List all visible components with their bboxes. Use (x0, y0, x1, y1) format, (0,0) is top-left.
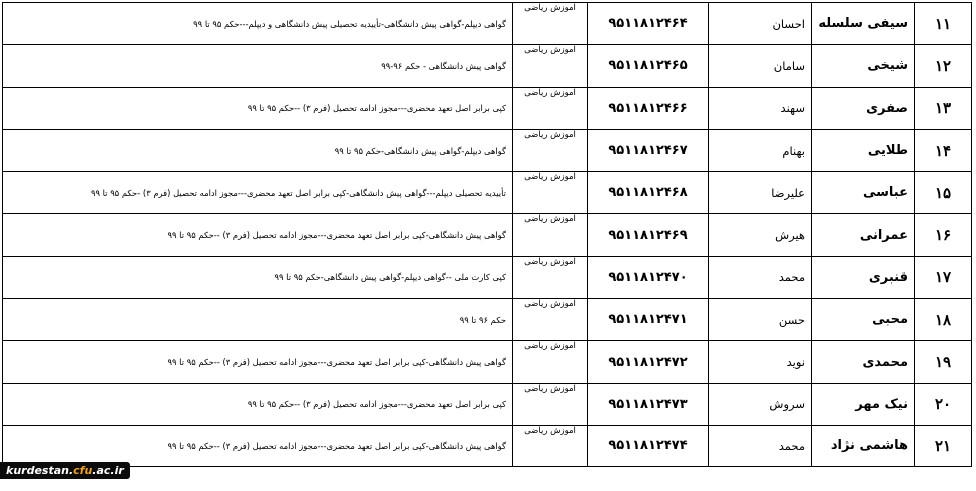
field-of-study: آموزش ریاضی (513, 45, 588, 87)
first-name: هیرش (709, 214, 812, 256)
missing-documents: گواهی پیش دانشگاهی - حکم ۹۶-۹۹ (3, 45, 513, 87)
row-number: ۱۷ (915, 256, 972, 298)
last-name: سیفی سلسله (812, 3, 915, 45)
missing-documents: گواهی پیش دانشگاهی-کپی برابر اصل تعهد محضری---مجوز ادامه تحصیل (فرم ۳) --حکم ۹۵ تا ۹۹ (3, 341, 513, 383)
first-name: محمد (709, 425, 812, 466)
last-name: محبی (812, 299, 915, 341)
student-documents-table (2, 2, 972, 467)
first-name: احسان (709, 3, 812, 45)
row-number: ۱۸ (915, 299, 972, 341)
row-number: ۱۶ (915, 214, 972, 256)
student-id: ۹۵۱۱۸۱۲۴۷۰ (588, 256, 709, 298)
site-watermark (0, 462, 130, 479)
watermark-prefix: kurdestan. (6, 464, 74, 477)
table-row (3, 256, 972, 298)
student-id: ۹۵۱۱۸۱۲۴۶۵ (588, 45, 709, 87)
student-id: ۹۵۱۱۸۱۲۴۶۹ (588, 214, 709, 256)
student-id: ۹۵۱۱۸۱۲۴۷۴ (588, 425, 709, 466)
missing-documents: تأییدیه تحصیلی دیپلم---گواهی پیش دانشگاهی-کپی برابر اصل تعهد محضری---مجوز ادامه تحصیل (فرم ۳) -حکم ۹۵ تا ۹۹ (3, 172, 513, 214)
missing-documents: گواهی پیش دانشگاهی-کپی برابر اصل تعهد محضری---مجوز ادامه تحصیل (فرم ۳) --حکم ۹۵ تا ۹۹ (3, 214, 513, 256)
row-number: ۱۳ (915, 87, 972, 129)
table-row (3, 87, 972, 129)
table-row (3, 129, 972, 171)
watermark-accent: cfu (73, 464, 93, 477)
field-of-study: آموزش ریاضی (513, 425, 588, 466)
field-of-study: آموزش ریاضی (513, 256, 588, 298)
missing-documents: گواهی پیش دانشگاهی-کپی برابر اصل تعهد محضری---مجوز ادامه تحصیل (فرم ۳) --حکم ۹۵ تا ۹۹ (3, 425, 513, 466)
last-name: هاشمی نژاد (812, 425, 915, 466)
student-id: ۹۵۱۱۸۱۲۴۷۳ (588, 383, 709, 425)
missing-documents: گواهی دیپلم-گواهی پیش دانشگاهی-حکم ۹۵ تا ۹۹ (3, 129, 513, 171)
student-id: ۹۵۱۱۸۱۲۴۶۸ (588, 172, 709, 214)
field-of-study: آموزش ریاضی (513, 3, 588, 45)
student-id: ۹۵۱۱۸۱۲۴۷۱ (588, 299, 709, 341)
table-row (3, 383, 972, 425)
field-of-study: آموزش ریاضی (513, 383, 588, 425)
field-of-study: آموزش ریاضی (513, 87, 588, 129)
first-name: سامان (709, 45, 812, 87)
last-name: نیک مهر (812, 383, 915, 425)
table-row (3, 45, 972, 87)
row-number: ۱۹ (915, 341, 972, 383)
last-name: محمدی (812, 341, 915, 383)
field-of-study: آموزش ریاضی (513, 214, 588, 256)
missing-documents: کپی کارت ملی --گواهی دیپلم-گواهی پیش دانشگاهی-حکم ۹۵ تا ۹۹ (3, 256, 513, 298)
table-body (3, 3, 972, 467)
student-id: ۹۵۱۱۸۱۲۴۶۶ (588, 87, 709, 129)
first-name: حسن (709, 299, 812, 341)
row-number: ۱۴ (915, 129, 972, 171)
table-row (3, 3, 972, 45)
table-row (3, 425, 972, 466)
missing-documents: حکم ۹۶ تا ۹۹ (3, 299, 513, 341)
field-of-study: آموزش ریاضی (513, 341, 588, 383)
field-of-study: آموزش ریاضی (513, 129, 588, 171)
row-number: ۱۱ (915, 3, 972, 45)
row-number: ۱۲ (915, 45, 972, 87)
student-id: ۹۵۱۱۸۱۲۴۶۴ (588, 3, 709, 45)
last-name: طلایی (812, 129, 915, 171)
table-row (3, 299, 972, 341)
student-id: ۹۵۱۱۸۱۲۴۷۲ (588, 341, 709, 383)
field-of-study: آموزش ریاضی (513, 172, 588, 214)
last-name: قنبری (812, 256, 915, 298)
table-row (3, 172, 972, 214)
table-row (3, 341, 972, 383)
last-name: عباسی (812, 172, 915, 214)
missing-documents: کپی برابر اصل تعهد محضری---مجوز ادامه تحصیل (فرم ۳) --حکم ۹۵ تا ۹۹ (3, 87, 513, 129)
table-row (3, 214, 972, 256)
first-name: علیرضا (709, 172, 812, 214)
first-name: سهند (709, 87, 812, 129)
missing-documents: کپی برابر اصل تعهد محضری---مجوز ادامه تحصیل (فرم ۳) --حکم ۹۵ تا ۹۹ (3, 383, 513, 425)
student-id: ۹۵۱۱۸۱۲۴۶۷ (588, 129, 709, 171)
first-name: بهنام (709, 129, 812, 171)
row-number: ۲۰ (915, 383, 972, 425)
row-number: ۱۵ (915, 172, 972, 214)
first-name: سروش (709, 383, 812, 425)
watermark-suffix: .ac.ir (92, 464, 124, 477)
last-name: عمرانی (812, 214, 915, 256)
row-number: ۲۱ (915, 425, 972, 466)
first-name: نوید (709, 341, 812, 383)
first-name: محمد (709, 256, 812, 298)
last-name: صفری (812, 87, 915, 129)
missing-documents: گواهی دیپلم-گواهی پیش دانشگاهی-تأییدیه تحصیلی پیش دانشگاهی و دیپلم---حکم ۹۵ تا ۹۹ (3, 3, 513, 45)
field-of-study: آموزش ریاضی (513, 299, 588, 341)
last-name: شیخی (812, 45, 915, 87)
